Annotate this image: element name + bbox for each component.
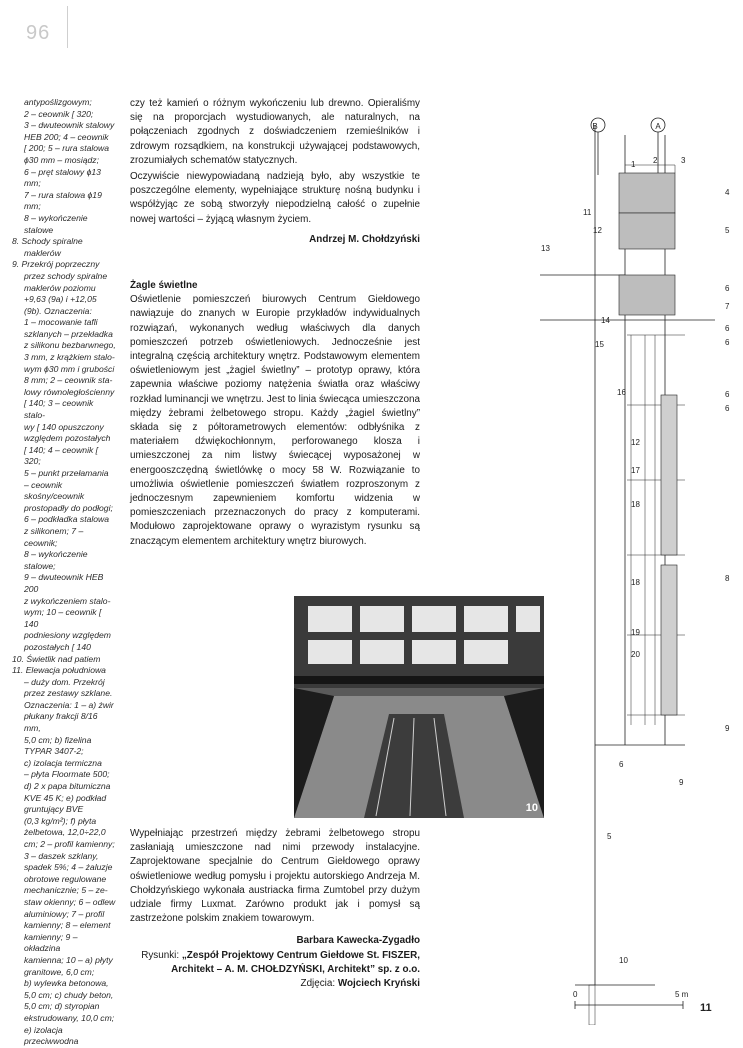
page-number-divider <box>67 6 68 48</box>
article-section <box>130 279 420 549</box>
caption-line: wym ɸ30 mm i grubości <box>24 363 115 374</box>
caption-line: kamienna; 10 – a) płyty <box>24 954 113 965</box>
drawing-callout: 14 <box>601 316 610 325</box>
caption-line: żelbetowa, 12,0÷22,0 <box>24 827 106 838</box>
caption-line: spadek 5%; 4 – żaluzje <box>24 862 113 873</box>
drawing-callout: 16 <box>617 388 626 397</box>
drawing-callout: 4 <box>725 188 730 197</box>
section-paragraph: Oświetlenie pomieszczeń biurowych Centrum Giełdowego nawiązuje do znanych w Europie przykładów indywidualnych rozwiązań, wykonanych według właściwych dla danych pomieszczeń potrzeb oświetleniowych. Jednocześnie jest integralną częścią architektury wnętrz. Podstawowym elementem oświetleniowym jest „żagiel świetlny” – prototyp oprawy, która zapewnia właściwe poziomy natężenia światła oraz właściwy rozkład luminancji we wnętrzu. Jest to linia świecąca umieszczona między żebrami żelbetowego stropu. Każdy „żagiel świetlny” składa się z półtorametrowych elementów: odbłyśnika z materiałem dźwiękochłonnym, perforowanego klosza i umieszczonej za nim listwy świecącej wyposażonej w energooszczędną świetlówkę o mocy 58 W. Rozwiązanie to umożliwia oświetlenie pomieszczeń światłem rozproszonym z jednoczesnym zapewnieniem komfortu widzenia w pomieszczeniach przeznaczonych do pracy z komputerami. Modułowo zaprojektowane oprawy o wyrazistym rysunku są znaczącym elementem architektury wnętrz biurowych. <box>130 294 420 547</box>
caption-line: prostopadły do podłogi; <box>24 502 113 513</box>
drawing-callout: 17 <box>631 466 640 475</box>
caption-line: [ 200; 5 – rura stalowa <box>24 143 110 154</box>
drawing-callout: 6 <box>725 324 730 333</box>
caption-line: 3 – daszek szklany, <box>24 850 99 861</box>
caption-line: d) 2 x papa bitumiczna <box>24 781 111 792</box>
caption-line: 5,0 cm; c) chudy beton, <box>24 989 114 1000</box>
caption-line: ekstrudowany, 10,0 cm; <box>24 1012 115 1023</box>
caption-line: KVE 45 K; e) podkład <box>24 792 107 803</box>
axis-label-a-text: A <box>655 122 661 131</box>
drawing-figure-number: 11 <box>700 1002 712 1014</box>
caption-line: gruntujący BVE <box>24 804 84 815</box>
drawing-callout: 7 <box>725 302 730 311</box>
drawing-callout: 5 <box>725 226 730 235</box>
caption-line: 8 – wykończenie stalowe <box>24 212 88 235</box>
caption-line: 8. Schody spiralne maklerów <box>12 236 83 258</box>
caption-line: kamienny; 8 – element <box>24 920 111 931</box>
drawing-callout: 13 <box>541 244 550 253</box>
drawing-callout: 6 <box>725 338 730 347</box>
author-signature: Andrzej M. Chołdzyński <box>309 233 420 245</box>
caption-line: pozostałych [ 140 <box>24 641 91 652</box>
caption-line: względem pozostałych <box>24 433 111 444</box>
caption-line: 5,0 cm; b) fizelina <box>24 734 92 745</box>
facade-section-svg <box>535 105 743 1025</box>
caption-line: +9,63 (9a) i +12,05 <box>24 294 97 305</box>
figure-captions <box>8 97 116 1048</box>
caption-line: szklanych – przekładka <box>24 328 113 339</box>
caption-line: 1 – mocowanie tafli <box>24 317 98 328</box>
closing-paragraph: Wypełniając przestrzeń między żebrami żelbetowego stropu zasłaniają umieszczone nad nimi przewody instalacyjne. Zaprojektowane specjalnie do Centrum Giełdowego oprawy oświetleniowe według pomysłu i projektu autorskiego Andrzeja M. Chołdzyńskiego wykonała austriacka firma Zumtobel przy dużym udziale firmy Luxmat. Zarówno produkt jak i pomysł są zastrzeżone polskim znakiem towarowym. <box>130 828 420 925</box>
caption-line: [ 140; 3 – ceownik stalo- <box>24 398 94 421</box>
caption-line: ɸ30 mm – mosiądz; <box>24 154 99 165</box>
drawing-callout: 6 <box>725 404 730 413</box>
drawing-callout: 10 <box>619 956 628 965</box>
caption-line: lowy równoległościenny <box>24 386 115 397</box>
caption-line: 9 – dwuteownik HEB 200 <box>24 572 104 594</box>
caption-line: z silikonu bezbarwnego, <box>24 340 116 351</box>
caption-line: c) izolacja termiczna <box>24 757 102 768</box>
drawing-callout: 15 <box>595 340 604 349</box>
caption-line: 8 mm; 2 – ceownik sta- <box>24 375 113 386</box>
caption-line: antypoślizgowym; <box>24 97 92 107</box>
credits <box>130 949 420 992</box>
drawing-callout: 1 <box>631 160 636 169</box>
drawing-callout: 19 <box>631 628 640 637</box>
axis-label-b-text: B <box>592 122 598 131</box>
caption-line: [ 140; 4 – ceownik [ 320; <box>24 444 99 467</box>
credit-photos-value: Wojciech Kryński <box>337 978 420 990</box>
caption-line: maklerów poziomu <box>24 282 96 293</box>
caption-line: kamienny; 9 – okładzina <box>24 931 78 954</box>
caption-line: z wykończeniem stalo- <box>24 595 111 606</box>
drawing-callout: 18 <box>631 500 640 509</box>
caption-line: przez zestawy szklane. <box>24 688 113 699</box>
intro-paragraph: czy też kamień o różnym wykończeniu lub drewno. Opieraliśmy się na proporcjach wystudiowanych, ale naturalnych, na połączeniach zgodnych z doświadczeniem rzemieślników i zdrowym rozsądkiem, na konstrukcji używającej podstawowych, zrozumiałych schematów statycznych. <box>130 98 420 166</box>
credit-drawings-label: Rysunki: <box>141 949 180 961</box>
caption-line: (9b). Oznaczenia: <box>24 305 92 316</box>
caption-line: 7 – rura stalowa ɸ19 mm; <box>24 189 102 212</box>
drawing-callout: 5 <box>607 832 612 841</box>
drawing-callout: 2 <box>653 156 658 165</box>
caption-line: płukany frakcji 8/16 mm, <box>24 711 98 734</box>
drawing-callout: 6 <box>725 390 730 399</box>
caption-line: wym; 10 – ceownik [ 140 <box>24 607 102 629</box>
skylight-photo <box>294 596 544 818</box>
drawing-callout: 9 <box>725 724 730 733</box>
caption-line: – płyta Floormate 500; <box>24 769 110 780</box>
drawing-callout: 12 <box>593 226 602 235</box>
caption-line: TYPAR 3407-2; <box>24 746 84 757</box>
caption-line: mechanicznie; 5 – ze- <box>24 885 108 896</box>
caption-line: – duży dom. Przekrój <box>24 676 105 687</box>
facade-section-drawing <box>535 105 743 1025</box>
caption-line: z silikonem; 7 – ceownik; <box>24 525 84 548</box>
caption-line: HEB 200; 4 – ceownik <box>24 131 109 142</box>
scale-start: 0 <box>573 990 578 999</box>
caption-line: 6 – podkładka stalowa <box>24 514 110 525</box>
credit-photos <box>130 977 420 991</box>
article-intro <box>130 97 420 247</box>
caption-line: 3 mm, z krążkiem stalo- <box>24 352 115 363</box>
caption-line: 6 – pręt stalowy ɸ13 mm; <box>24 166 101 189</box>
caption-line: staw okienny; 6 – odlew <box>24 896 116 907</box>
caption-line: podniesiony względem <box>24 630 111 641</box>
caption-line: 5,0 cm; d) styropian <box>24 1001 100 1012</box>
caption-line: – ceownik skośny/ceownik <box>24 479 85 502</box>
drawing-callout: 11 <box>583 208 592 217</box>
caption-line: 10. Świetlik nad patiem <box>12 653 101 664</box>
drawing-callout: 8 <box>725 574 730 583</box>
credit-drawings <box>130 949 420 977</box>
credit-drawings-value: „Zespół Projektowy Centrum Giełdowe St. FISZER, Architekt – A. M. CHOŁDZYŃSKI, Architekt” sp. z o.o. <box>171 949 420 975</box>
caption-line: przez schody spiralne <box>24 270 108 281</box>
photo-figure-number: 10 <box>525 802 538 814</box>
caption-line: wy [ 140 opuszczony <box>24 421 104 432</box>
scale-end: 5 m <box>675 990 689 999</box>
article-closing <box>130 827 420 991</box>
caption-line: obrotowe regulowane <box>24 873 107 884</box>
caption-line: (0,3 kg/m²); f) płyta <box>24 815 97 826</box>
drawing-callout: 6 <box>619 760 624 769</box>
caption-line: cm; 2 – profil kamienny; <box>24 839 115 849</box>
drawing-callout: 3 <box>681 156 686 165</box>
caption-line: 11. Elewacja południowa <box>12 665 106 676</box>
page-number: 96 <box>26 22 51 44</box>
skylight-photo-image <box>294 596 544 818</box>
drawing-callout: 20 <box>631 650 640 659</box>
caption-line: aluminiowy; 7 – profil <box>24 908 105 919</box>
author-signature-2: Barbara Kawecka-Zygadło <box>296 935 420 947</box>
caption-line: b) wylewka betonowa, <box>24 978 109 989</box>
caption-line: 8 – wykończenie stalowe; <box>24 549 88 571</box>
caption-line: 3 – dwuteownik stalowy <box>24 120 115 131</box>
intro-paragraph: Oczywiście niewypowiadaną nadzieją było, aby wszystkie te poszczególne elementy, wypełniające strukturę nośną budynku i współżyjąc ze sobą stworzyły niepodzielną całość o zupełnie nowej wartości – żyjącą własnym życiem. <box>130 171 420 225</box>
drawing-callout: 18 <box>631 578 640 587</box>
caption-line: granitowe, 6,0 cm; <box>24 966 95 977</box>
caption-line: 9. Przekrój poprzeczny <box>12 259 100 270</box>
section-heading: Żagle świetlne <box>130 280 198 291</box>
caption-line: 5 – punkt przełamania <box>24 468 109 478</box>
caption-line: e) izolacja przeciwwodna <box>24 1024 79 1047</box>
drawing-callout: 12 <box>631 438 640 447</box>
drawing-callout: 6 <box>725 284 730 293</box>
drawing-callout: 9 <box>679 778 684 787</box>
caption-line: Oznaczenia: 1 – a) żwir <box>24 699 114 710</box>
credit-photos-label: Zdjęcia: <box>300 978 336 990</box>
caption-line: 2 – ceownik [ 320; <box>24 108 94 119</box>
